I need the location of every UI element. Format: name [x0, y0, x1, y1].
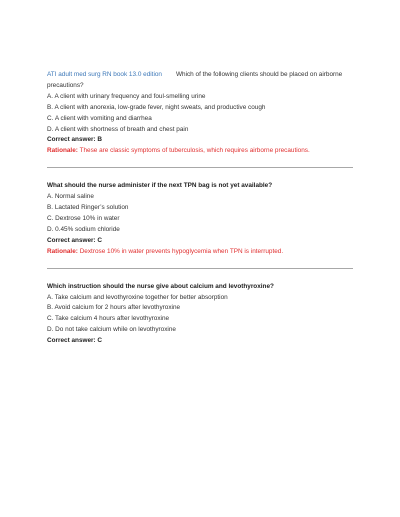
question-2-option-a: A. Normal saline — [47, 193, 94, 201]
question-2-option-c: C. Dextrose 10% in water — [47, 214, 120, 222]
rationale-label: Rationale: — [47, 147, 78, 155]
question-1-option-d: D. A client with shortness of breath and chest pain — [47, 125, 189, 133]
question-3-correct-answer: Correct answer: C — [47, 337, 103, 345]
question-1-rationale — [47, 146, 353, 157]
question-block-2 — [47, 181, 353, 257]
question-2-option-d: D. 0.45% sodium chloride — [47, 225, 120, 233]
document-content — [47, 70, 353, 347]
question-2-text: What should the nurse administer if the next TPN bag is not yet available? — [47, 182, 273, 190]
question-block-3 — [47, 282, 353, 347]
question-block-1 — [47, 70, 353, 157]
question-3-option-b: B. Avoid calcium for 2 hours after levothyroxine — [47, 304, 181, 312]
question-1-option-a: A. A client with urinary frequency and foul-smelling urine — [47, 92, 206, 100]
question-1-first-line — [47, 70, 353, 81]
question-3-option-d: D. Do not take calcium while on levothyroxine — [47, 326, 176, 334]
question-1-option-b: B. A client with anorexia, low-grade fever, night sweats, and productive cough — [47, 103, 266, 111]
book-reference: ATI adult med surg RN book 13.0 edition — [47, 71, 162, 78]
question-2-rationale — [47, 247, 353, 258]
question-1-text-continued: precautions? — [47, 81, 84, 89]
section-divider — [47, 268, 353, 269]
question-1-text: Which of the following clients should be placed on airborne — [175, 71, 343, 78]
section-divider — [47, 167, 353, 168]
question-3-option-a: A. Take calcium and levothyroxine together for better absorption — [47, 293, 228, 301]
question-3-option-c: C. Take calcium 4 hours after levothyroxine — [47, 315, 170, 323]
question-2-correct-answer: Correct answer: C — [47, 236, 103, 244]
rationale-label: Rationale: — [47, 247, 78, 255]
rationale-text: Dextrose 10% in water prevents hypoglycemia when TPN is interrupted. — [79, 247, 284, 255]
question-2-option-b: B. Lactated Ringer’s solution — [47, 204, 129, 212]
rationale-text: These are classic symptoms of tuberculosis, which requires airborne precautions. — [79, 147, 310, 155]
question-1-option-c: C. A client with vomiting and diarrhea — [47, 114, 152, 122]
question-1-correct-answer: Correct answer: B — [47, 136, 103, 144]
question-3-text: Which instruction should the nurse give about calcium and levothyroxine? — [47, 282, 274, 290]
